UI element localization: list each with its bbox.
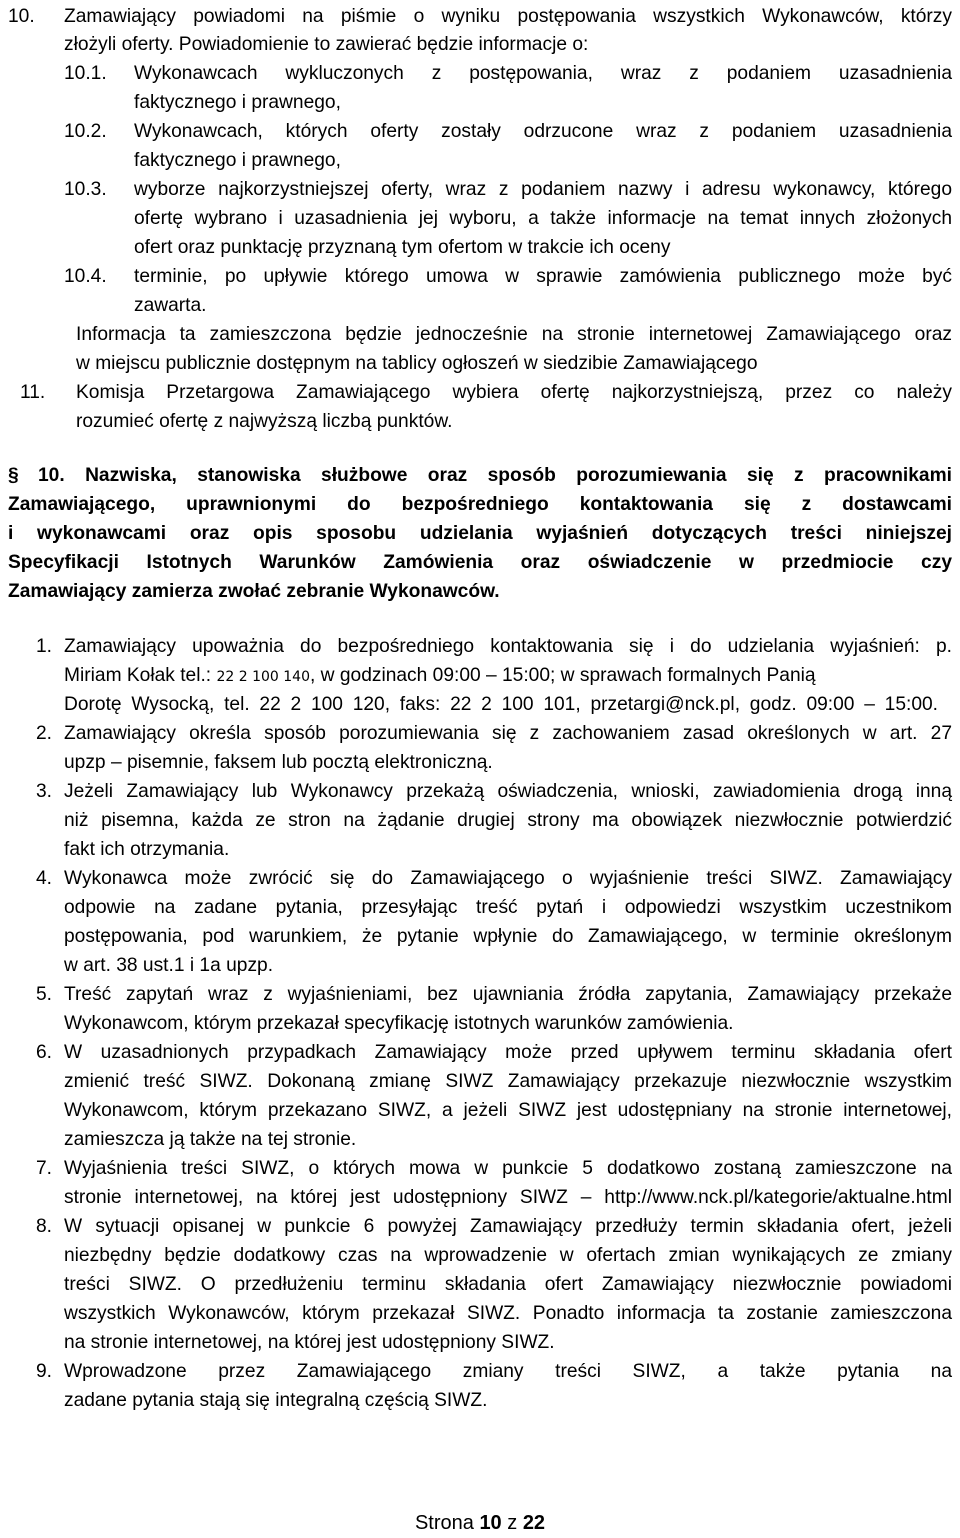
item-number: 1. [36,636,53,657]
item-number: 5. [36,984,53,1005]
paragraph-line: postępowania, pod warunkiem, że pytanie wpłynie do Zamawiającego, w terminie określonym [64,926,952,947]
item-number: 3. [36,781,53,802]
paragraph-line: Wykonawcach wykluczonych z postępowania, wraz z podaniem uzasadnienia [134,63,952,84]
section-heading-line: Zamawiający zamierza zwołać zebranie Wykonawców. [8,581,500,602]
item-number: 10.4. [64,266,107,287]
paragraph-line: W sytuacji opisanej w punkcie 6 powyżej Zamawiający przedłuży termin składania ofert, jeżeli [64,1216,952,1237]
paragraph-line: treści SIWZ. O przedłużeniu terminu składania ofert Zamawiający niezwłocznie powiadomi [64,1274,952,1295]
item-number: 7. [36,1158,53,1179]
item-number: 10.2. [64,121,107,142]
section-sign: § [8,465,19,486]
paragraph-line: Zamawiający upoważnia do bezpośredniego kontaktowania się i do udzielania wyjaśnień: p. [64,636,952,657]
paragraph-line: zmienić treść SIWZ. Dokonaną zmianę SIWZ Zamawiający przekazuje niezwłocznie wszystkim [64,1071,952,1092]
footer-current-page: 10 [479,1512,502,1534]
paragraph-line: na stronie internetowej, na której jest udostępniony SIWZ. [64,1332,555,1353]
paragraph-line: stronie internetowej, na której jest udostępniony SIWZ – http://www.nck.pl/kategorie/aktualne.html [64,1187,952,1208]
paragraph-text: Miriam Kołak tel.: [64,665,217,686]
paragraph-line: Wykonawcom, którym przekazał specyfikację istotnych warunków zamówienia. [64,1013,734,1034]
footer-label: Strona [414,1512,474,1534]
item-number: 10. [8,6,35,27]
paragraph-line: odpowie na zadane pytania, przesyłając treść pytań i odpowiedzi wszystkim uczestnikom [64,897,952,918]
item-number: 6. [36,1042,53,1063]
item-number: 2. [36,723,53,744]
item-number: 8. [36,1216,53,1237]
paragraph-line: zawarta. [134,295,207,316]
paragraph-line: W uzasadnionych przypadkach Zamawiający może przed upływem terminu składania ofert [64,1042,952,1063]
section-heading-line: i wykonawcami oraz opis sposobu udzielania wyjaśnień dotyczących treści niniejszej [8,523,952,544]
item-number: 9. [36,1361,53,1382]
paragraph-line: niezbędny będzie dodatkowy czas na wprowadzenie w ofertach zmian wynikających ze zmiany [64,1245,952,1266]
paragraph-line: Jeżeli Zamawiający lub Wykonawcy przekażą oświadczenia, wnioski, zawiadomienia drogą inną [64,781,952,802]
paragraph-line: wyborze najkorzystniejszej oferty, wraz z podaniem nazwy i adresu wykonawcy, którego [134,179,952,200]
paragraph-line: Komisja Przetargowa Zamawiającego wybiera ofertę najkorzystniejszą, przez co należy [76,382,952,403]
item-number: 11. [20,382,46,403]
item-number: 4. [36,868,53,889]
page-footer [0,1509,960,1538]
paragraph-line: ofertę wybrano i uzasadnienia jej wyboru, a także informacje na temat innych złożonych [134,208,952,229]
phone-number: 22 2 100 140 [216,669,310,685]
paragraph-line: terminie, po upływie którego umowa w sprawie zamówienia publicznego może być [134,266,952,287]
paragraph-line: Wykonawcach, których oferty zostały odrzucone wraz z podaniem uzasadnienia [134,121,952,142]
paragraph-line: fakt ich otrzymania. [64,839,230,860]
paragraph-line: Wprowadzone przez Zamawiającego zmiany treści SIWZ, a także pytania na [64,1361,952,1382]
paragraph-line: Wykonawca może zwrócić się do Zamawiającego o wyjaśnienie treści SIWZ. Zamawiający [64,868,952,889]
paragraph-line: Zamawiający określa sposób porozumiewania się z zachowaniem zasad określonych w art. 27 [64,723,952,744]
paragraph-line: w miejscu publicznie dostępnym na tablicy ogłoszeń w siedzibie Zamawiającego [76,353,758,374]
footer-of: z [507,1512,518,1534]
section-heading-line: 10. Nazwiska, stanowiska służbowe oraz sposób porozumiewania się z pracownikami [38,465,952,486]
paragraph-line: Informacja ta zamieszczona będzie jednocześnie na stronie internetowej Zamawiającego oraz [76,324,952,345]
paragraph-line: upzp – pisemnie, faksem lub pocztą elektroniczną. [64,752,493,773]
paragraph-text: , w godzinach 09:00 – 15:00; w sprawach formalnych Panią [310,665,816,686]
paragraph-line: zamieszcza ją także na tej stronie. [64,1129,357,1150]
paragraph-line: Wyjaśnienia treści SIWZ, o których mowa w punkcie 5 dodatkowo zostaną zamieszczone na [64,1158,952,1179]
paragraph-line: niż pisemna, każda ze stron na żądanie drugiej strony ma obowiązek niezwłocznie potwierdzić [64,810,952,831]
paragraph-line: wszystkich Wykonawców, którym przekazał SIWZ. Ponadto informacja ta zostanie zamieszczona [64,1303,952,1324]
paragraph-line: zadane pytania stają się integralną częścią SIWZ. [64,1390,488,1411]
paragraph-line [64,661,952,692]
paragraph-line: złożyli oferty. Powiadomienie to zawierać będzie informacje o: [64,34,589,55]
paragraph-line: Treść zapytań wraz z wyjaśnieniami, bez ujawniania źródła zapytania, Zamawiający przekaże [64,984,952,1005]
paragraph-line: w art. 38 ust.1 i 1a upzp. [64,955,274,976]
section-heading-line: Specyfikacji Istotnych Warunków Zamówienia oraz oświadczenie w przedmiocie czy [8,552,952,573]
paragraph-line: ofert oraz punktację przyznaną tym ofertom w trakcie ich oceny [134,237,671,258]
paragraph-line: Wykonawcom, którym przekazano SIWZ, a jeżeli SIWZ jest udostępniany na stronie internetowej, [64,1100,952,1121]
item-number: 10.1. [64,63,107,84]
footer-total-pages: 22 [522,1512,546,1534]
paragraph-line: faktycznego i prawnego, [134,92,341,113]
paragraph-line: Dorotę Wysocką, tel. 22 2 100 120, faks: 22 2 100 101, przetargi@nck.pl, godz. 09:00 – 15:00. [64,694,938,715]
paragraph-line: faktycznego i prawnego, [134,150,341,171]
section-heading-line: Zamawiającego, uprawnionymi do bezpośredniego kontaktowania się z dostawcami [8,494,952,515]
paragraph-line: Zamawiający powiadomi na piśmie o wyniku postępowania wszystkich Wykonawców, którzy [64,6,952,27]
paragraph-line: rozumieć ofertę z najwyższą liczbą punktów. [76,411,453,432]
item-number: 10.3. [64,179,107,200]
